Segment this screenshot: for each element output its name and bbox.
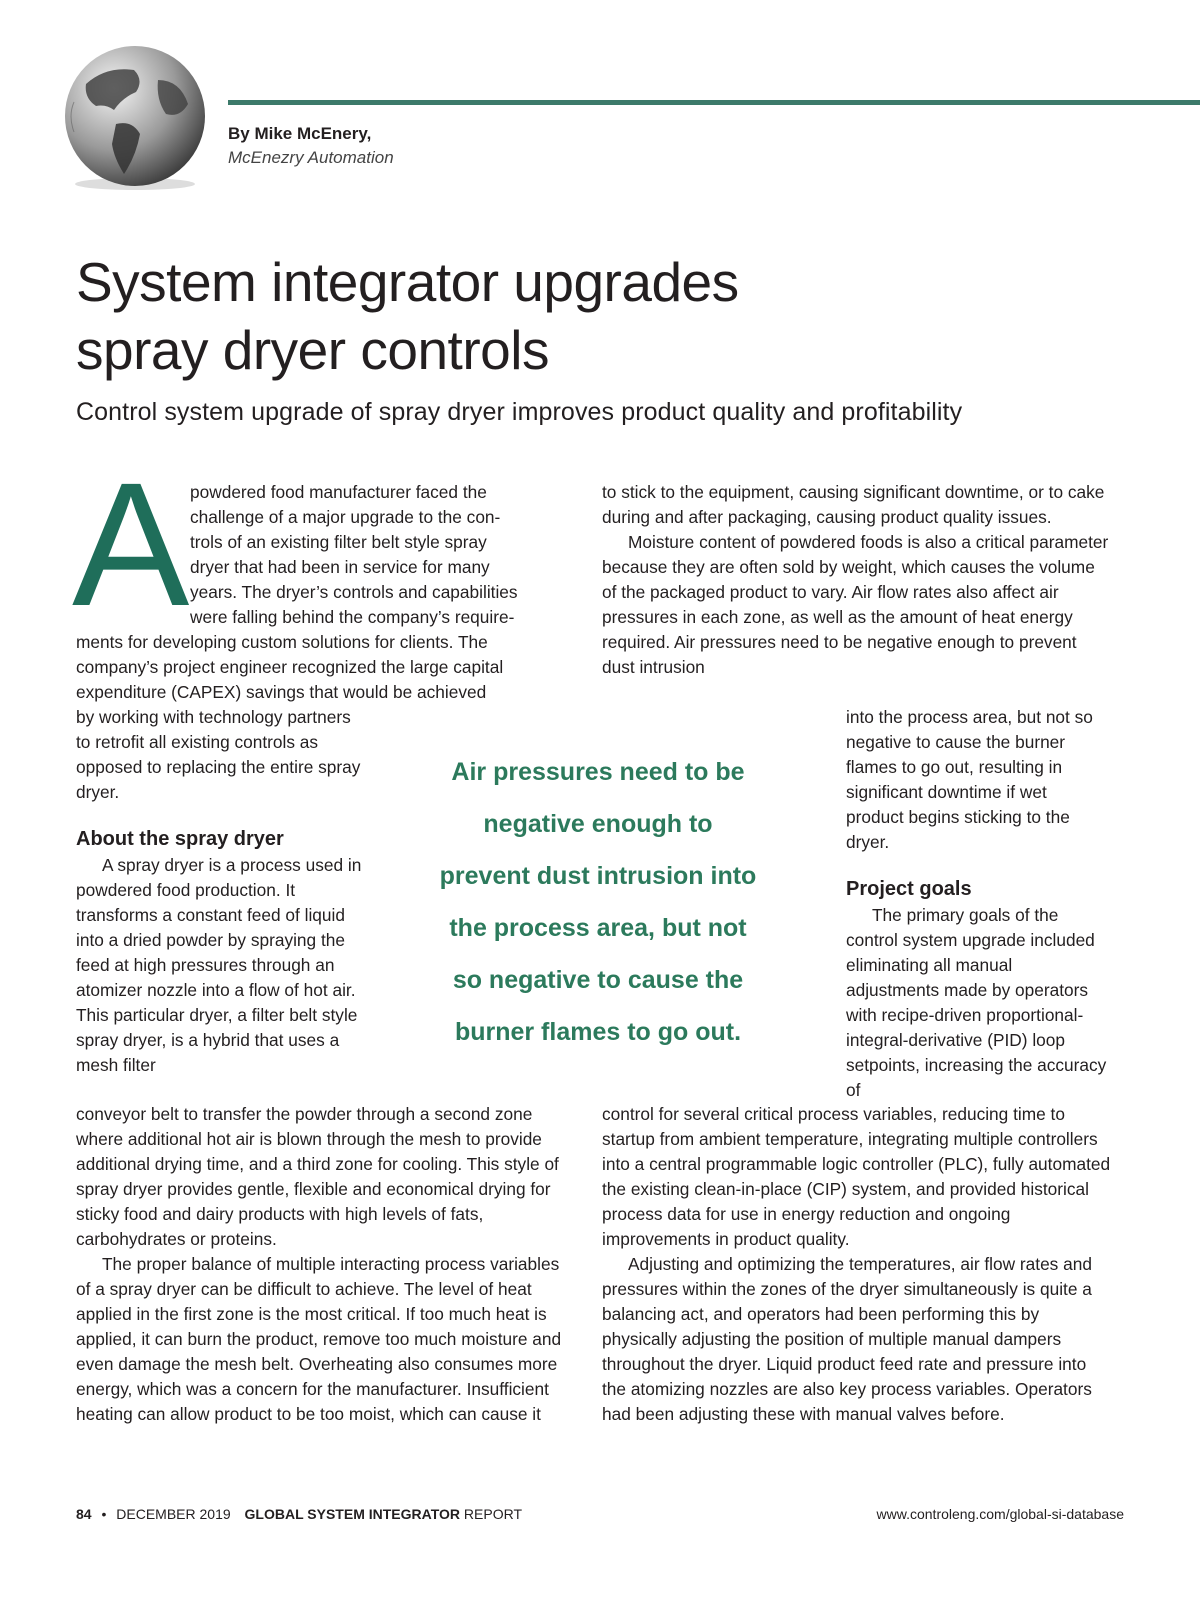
col2-p2-narrow: into the process area, but not so negative to cause the burner flames to go out, resulting in significant downtime if wet product begins sticking to the dryer.: [846, 707, 1093, 852]
pull-quote-line: negative enough to: [483, 810, 713, 838]
goals-narrow-text: The primary goals of the control system upgrade included eliminating all manual adjustments made by operators with recipe-driven proportional-integral-derivative (PID) loop setpoints, increasing the accuracy of: [846, 905, 1107, 1100]
col2-p2: Moisture content of powdered foods is also a critical parameter because they are often sold by weight, which causes the volume of the packaged product to vary. Air flow rates also affect air pressures in each zone, as well as the amount of heat energy required. Air pressures need to be negative enough to prevent dust intrusion: [602, 532, 1109, 677]
intro-line: years. The dryer’s controls and capabilities: [190, 582, 518, 602]
intro-dropcap-lines: [190, 480, 570, 630]
col2-p1: to stick to the equipment, causing significant downtime, or to cake during and after packaging, causing product quality issues.: [602, 482, 1105, 527]
col2-bottom: [602, 1102, 1114, 1427]
page-title: [76, 248, 1076, 384]
pull-quote-line: prevent dust intrusion into: [439, 862, 757, 890]
col2-narrow-1: [846, 705, 1108, 855]
pull-quote-line: so negative to cause the: [452, 966, 744, 994]
pull-quote: [418, 746, 778, 1058]
globe-icon: [46, 44, 224, 194]
intro-line: dryer that had been in service for many: [190, 557, 490, 577]
goals-full-text: control for several critical process variables, reducing time to startup from ambient temperature, integrating multiple controllers into a central programmable logic controller (PLC), fully automated the existing clean-in-place (CIP) system, and provided historical process data for use in energy reduction and ongoing improvements in product quality.: [602, 1104, 1111, 1249]
col2-top: [602, 480, 1114, 680]
title-line-2: spray dryer controls: [76, 319, 549, 381]
drop-cap: A: [72, 447, 190, 643]
byline-author: By Mike McEnery,: [228, 124, 372, 143]
balance-paragraph: The proper balance of multiple interacting process variables of a spray dryer can be difficult to achieve. The level of heat applied in the first zone is the most critical. If too much heat is applied, it can burn the product, remove too much moisture and even damage the mesh belt. Overheating also consumes more energy, which was a concern for the manufacturer. Insufficient heating can allow product to be too moist, which can cause it: [76, 1254, 562, 1424]
about-narrow-text: A spray dryer is a process used in powdered food production. It transforms a constant feed of liquid into a dried powder by spraying the feed at high pressures through an atomizer nozzle into a flow of hot air. This particular dryer, a filter belt style spray dryer, is a hybrid that uses a mesh filter: [76, 855, 362, 1075]
page-footer: [76, 1506, 1124, 1522]
pull-quote-line: the process area, but not: [449, 914, 747, 942]
section-heading-goals: Project goals: [846, 878, 972, 900]
publication-suffix: REPORT: [463, 1506, 522, 1522]
intro-rest-text: ments for developing custom solutions for clients. The company’s project engineer recognized the large capital expenditure (CAPEX) savings that would be achieved: [76, 632, 504, 702]
intro-line: were falling behind the company’s require-: [190, 607, 515, 627]
intro-line: trols of an existing filter belt style spray: [190, 532, 487, 552]
footer-separator: •: [101, 1506, 107, 1522]
intro-paragraph-rest: [76, 630, 568, 705]
section-heading-about: About the spray dryer: [76, 828, 284, 850]
page-number: 84: [76, 1506, 92, 1522]
goals-narrow: [846, 903, 1108, 1103]
footer-url[interactable]: www.controleng.com/global-si-database: [876, 1506, 1124, 1522]
intro-line: powdered food manufacturer faced the: [190, 482, 487, 502]
title-line-1: System integrator upgrades: [76, 251, 739, 313]
intro-paragraph-narrow: [76, 705, 366, 805]
byline-company: McEnezry Automation: [228, 148, 394, 167]
pull-quote-line: Air pressures need to be: [451, 758, 745, 786]
intro-line: challenge of a major upgrade to the con-: [190, 507, 501, 527]
subtitle: Control system upgrade of spray dryer improves product quality and profitability: [76, 398, 963, 426]
about-paragraph-narrow: [76, 853, 366, 1078]
col2-p4: Adjusting and optimizing the temperatures, air flow rates and pressures within the zones of the dryer simultaneously is quite a balancing act, and operators had been performing this by physically adjusting the position of multiple manual dampers throughout the dryer. Liquid product feed rate and pressure into the atomizing nozzles are also key process variables. Operators had been adjusting these with manual valves before.: [602, 1254, 1092, 1424]
about-paragraph-full: [76, 1102, 576, 1427]
pull-quote-line: burner flames to go out.: [454, 1018, 742, 1046]
intro-narrow-text: by working with technology partners to retrofit all existing controls as opposed to replacing the entire spray dryer.: [76, 707, 361, 802]
about-full-text: conveyor belt to transfer the powder through a second zone where additional hot air is blown through the mesh to provide additional drying time, and a third zone for cooling. This style of spray dryer provides gentle, flexible and economical drying for sticky food and dairy products with high levels of fats, carbohydrates or proteins.: [76, 1104, 559, 1249]
publication-name: GLOBAL SYSTEM INTEGRATOR: [244, 1506, 461, 1522]
issue-date: DECEMBER 2019: [116, 1506, 231, 1522]
header-rule: [228, 100, 1200, 105]
